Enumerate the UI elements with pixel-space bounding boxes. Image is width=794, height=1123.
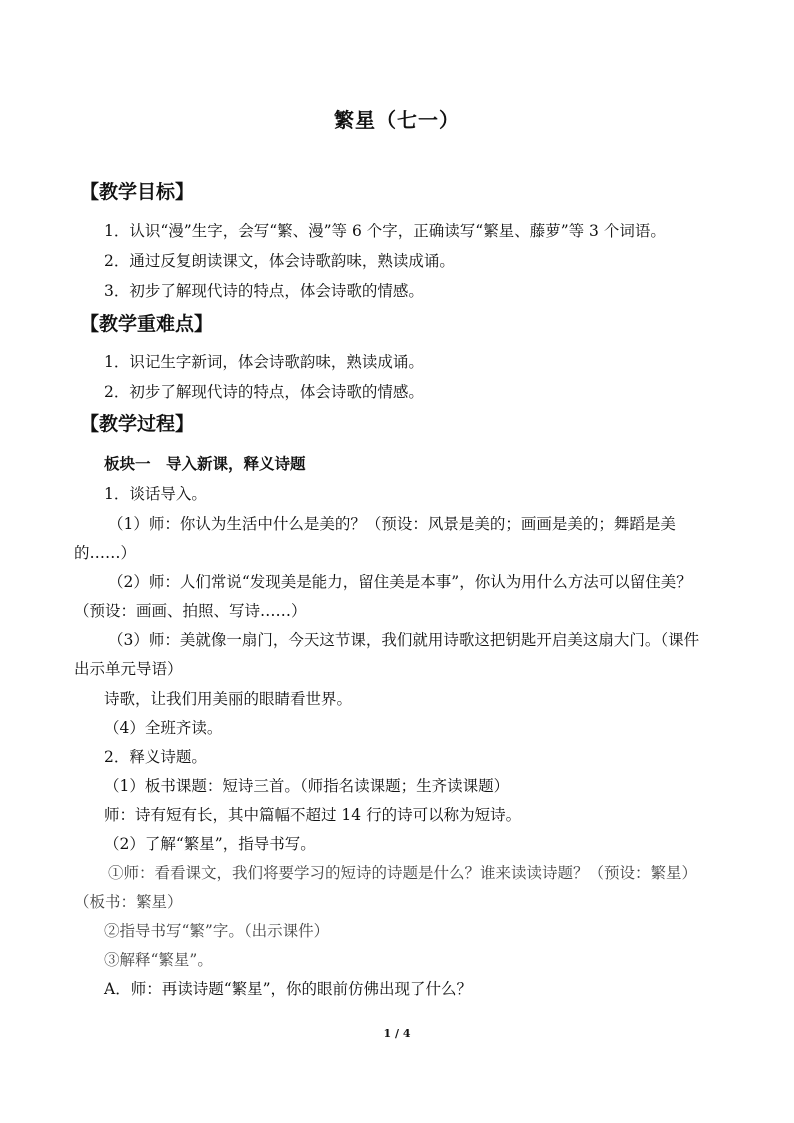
process-line: 师：诗有短有长，其中篇幅不超过 14 行的诗可以称为短诗。 [104, 806, 522, 824]
process-line: 出示单元导语） [74, 660, 183, 678]
process-line: （板书：繁星） [74, 893, 183, 911]
process-line: ①师：看看课文，我们将要学习的短诗的诗题是什么？谁来读读诗题？（预设：繁星） [108, 864, 698, 882]
process-line: 诗歌，让我们用美丽的眼睛看世界。 [104, 690, 353, 708]
process-line: 1．谈话导入。 [104, 485, 207, 503]
process-line: （3）师：美就像一扇门，今天这节课，我们就用诗歌这把钥匙开启美这扇大门。（课件 [108, 631, 700, 649]
key-point-line: 1．识记生字新词，体会诗歌韵味，熟读成诵。 [104, 353, 424, 371]
objective-line: 1．认识“漫”生字，会写“繁、漫”等 6 个字，正确读写“繁星、藤萝”等 3 个词语。 [104, 222, 666, 240]
document-title: 繁星（七一） [334, 108, 460, 132]
process-line: （4）全班齐读。 [104, 719, 223, 737]
process-line: （1）板书课题：短诗三首。（师指名读课题；生齐读课题） [104, 777, 510, 795]
process-line: 的……） [74, 544, 137, 562]
process-line: 2．释义诗题。 [104, 748, 207, 766]
process-line: （预设：画画、拍照、写诗……） [74, 602, 307, 620]
section-heading-process: 【教学过程】 [80, 413, 195, 435]
key-point-line: 2．初步了解现代诗的特点，体会诗歌的情感。 [104, 383, 424, 401]
objective-line: 2．通过反复朗读课文，体会诗歌韵味，熟读成诵。 [104, 252, 455, 270]
objective-line: 3．初步了解现代诗的特点，体会诗歌的情感。 [104, 282, 424, 300]
process-line: ③解释“繁星”。 [104, 951, 213, 969]
section-heading-key-points: 【教学重难点】 [80, 313, 214, 335]
section-heading-objectives: 【教学目标】 [80, 181, 195, 203]
process-line: ②指导书写“繁”字。（出示课件） [104, 922, 330, 940]
process-line: A．师：再读诗题“繁星”，你的眼前仿佛出现了什么？ [104, 980, 473, 998]
process-line: （2）师：人们常说“发现美是能力，留住美是本事”，你认为用什么方法可以留住美？ [108, 573, 692, 591]
process-line: （1）师：你认为生活中什么是美的？（预设：风景是美的；画画是美的；舞蹈是美 [108, 515, 676, 533]
process-line: （2）了解“繁星”，指导书写。 [104, 835, 316, 853]
process-block-title: 板块一 导入新课，释义诗题 [104, 454, 306, 473]
page-number: 1 / 4 [383, 1027, 411, 1040]
